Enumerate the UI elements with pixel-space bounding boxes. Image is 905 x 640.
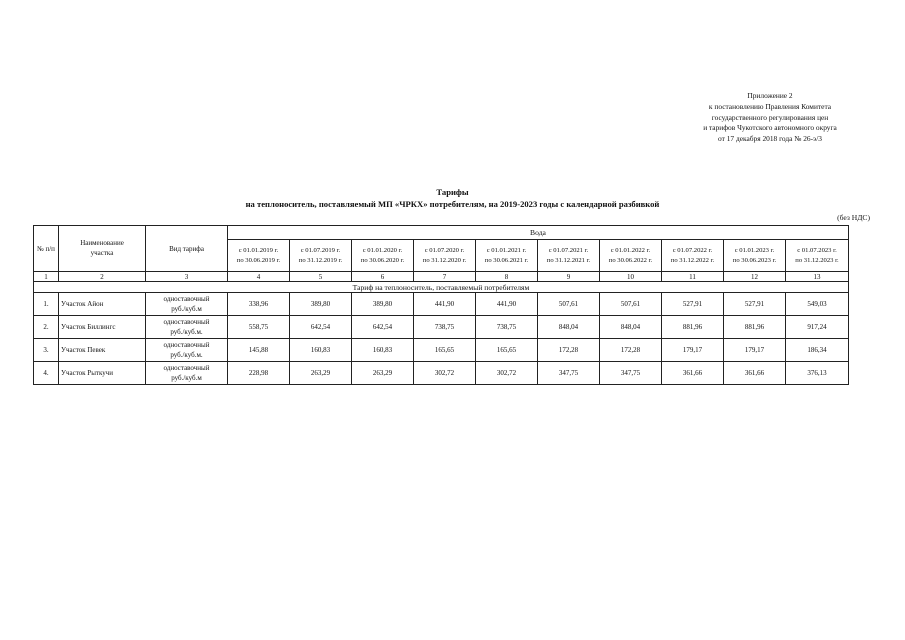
header-name: [59, 226, 146, 272]
tariff-value: 228,98: [228, 362, 290, 385]
tariff-value: 172,28: [600, 339, 662, 362]
appendix-line: государственного регулирования цен: [711, 112, 829, 122]
tariff-value: 302,72: [414, 362, 476, 385]
header-num: № п/п: [34, 226, 59, 272]
period-header: [414, 240, 476, 272]
period-to: по 31.12.2021 г.: [546, 256, 591, 264]
tariff-value: 881,96: [662, 316, 724, 339]
period-header: [662, 240, 724, 272]
row-tariff-type: [146, 316, 228, 339]
tariff-value: 145,88: [228, 339, 290, 362]
period-to: по 31.12.2022 г.: [670, 256, 715, 264]
tariff-value: 441,90: [476, 293, 538, 316]
tariff-value: 389,80: [290, 293, 352, 316]
column-number: 8: [476, 272, 538, 282]
period-to: по 30.06.2019 г.: [236, 256, 281, 264]
period-from: с 01.07.2020 г.: [424, 246, 465, 254]
period-from: с 01.01.2021 г.: [486, 246, 527, 254]
row-name: Участок Рыткучи: [59, 362, 146, 385]
tariff-table: [33, 225, 849, 385]
tariff-value: 527,91: [662, 293, 724, 316]
column-number-row: [34, 272, 849, 282]
tariff-value: 738,75: [476, 316, 538, 339]
period-to: по 30.06.2022 г.: [608, 256, 653, 264]
tariff-value: 549,03: [786, 293, 849, 316]
tariff-value: 848,04: [600, 316, 662, 339]
appendix-line: к постановлению Правления Комитета: [708, 101, 832, 111]
section-title: Тариф на теплоноситель, поставляемый потребителям: [34, 282, 849, 293]
period-from: с 01.01.2019 г.: [238, 246, 279, 254]
tariff-value: 165,65: [414, 339, 476, 362]
tariff-value: 917,24: [786, 316, 849, 339]
row-num: 1.: [34, 293, 59, 316]
tariff-value: 881,96: [724, 316, 786, 339]
column-number: 10: [600, 272, 662, 282]
tariff-value: 389,80: [352, 293, 414, 316]
header-name-line: Наименование: [80, 239, 124, 247]
period-header: [724, 240, 786, 272]
document-title: [0, 186, 905, 211]
row-tariff-type: [146, 293, 228, 316]
column-number: 13: [786, 272, 849, 282]
table-row: [34, 362, 849, 385]
period-header: [352, 240, 414, 272]
row-name: Участок Биллингс: [59, 316, 146, 339]
header-row-top: [34, 226, 849, 240]
tariff-unit-line: руб./куб.м: [171, 374, 202, 382]
period-header: [786, 240, 849, 272]
appendix-line: Приложение 2: [747, 91, 793, 100]
tariff-value: 848,04: [538, 316, 600, 339]
header-type: Вид тарифа: [146, 226, 228, 272]
period-from: с 01.01.2022 г.: [610, 246, 651, 254]
period-header: [290, 240, 352, 272]
tariff-unit-line: руб./куб.м.: [170, 351, 203, 359]
period-to: по 31.12.2020 г.: [422, 256, 467, 264]
section-title-row: [34, 282, 849, 293]
period-from: с 01.07.2019 г.: [300, 246, 341, 254]
column-number: 3: [146, 272, 228, 282]
appendix-line: и тарифов Чукотского автономного округа: [703, 123, 837, 133]
tariff-value: 507,61: [600, 293, 662, 316]
tariff-type-line: одноставочный: [163, 363, 210, 372]
tariff-unit-line: руб./куб.м.: [170, 328, 203, 336]
tariff-value: 263,29: [352, 362, 414, 385]
tariff-type-line: одноставочный: [163, 294, 210, 303]
row-num: 2.: [34, 316, 59, 339]
row-num: 4.: [34, 362, 59, 385]
tariff-value: 160,83: [352, 339, 414, 362]
vat-note: (без НДС): [837, 213, 870, 222]
column-number: 2: [59, 272, 146, 282]
title-line-2: на теплоноситель, поставляемый МП «ЧРКХ» потребителям, на 2019-2023 годы с календарной разбивкой: [245, 199, 660, 210]
appendix-block: [640, 91, 900, 145]
tariff-value: 642,54: [290, 316, 352, 339]
row-tariff-type: [146, 339, 228, 362]
column-number: 7: [414, 272, 476, 282]
table-row: [34, 339, 849, 362]
tariff-type-line: одноставочный: [163, 340, 210, 349]
period-header: [600, 240, 662, 272]
period-from: с 01.07.2021 г.: [548, 246, 589, 254]
tariff-value: 527,91: [724, 293, 786, 316]
tariff-value: 642,54: [352, 316, 414, 339]
tariff-value: 338,96: [228, 293, 290, 316]
period-header: [538, 240, 600, 272]
period-from: с 01.07.2022 г.: [672, 246, 713, 254]
column-number: 1: [34, 272, 59, 282]
column-number: 5: [290, 272, 352, 282]
tariff-value: 441,90: [414, 293, 476, 316]
header-name-line: участка: [90, 248, 114, 257]
tariff-type-line: одноставочный: [163, 317, 210, 326]
tariff-value: 361,66: [662, 362, 724, 385]
column-number: 11: [662, 272, 724, 282]
period-header: [228, 240, 290, 272]
period-from: с 01.01.2020 г.: [362, 246, 403, 254]
period-to: по 31.12.2019 г.: [298, 256, 343, 264]
tariff-value: 376,13: [786, 362, 849, 385]
column-number: 6: [352, 272, 414, 282]
tariff-value: 361,66: [724, 362, 786, 385]
period-to: по 31.12.2023 г.: [795, 256, 839, 264]
tariff-value: 347,75: [600, 362, 662, 385]
tariff-value: 165,65: [476, 339, 538, 362]
tariff-value: 347,75: [538, 362, 600, 385]
column-number: 9: [538, 272, 600, 282]
column-number: 12: [724, 272, 786, 282]
tariff-value: 179,17: [724, 339, 786, 362]
column-number: 4: [228, 272, 290, 282]
row-name: Участок Айон: [59, 293, 146, 316]
tariff-value: 507,61: [538, 293, 600, 316]
row-name: Участок Певек: [59, 339, 146, 362]
table-row: [34, 316, 849, 339]
table-row: [34, 293, 849, 316]
tariff-value: 738,75: [414, 316, 476, 339]
appendix-line: от 17 декабря 2018 года № 26-э/3: [718, 134, 822, 144]
tariff-value: 186,34: [786, 339, 849, 362]
tariff-value: 172,28: [538, 339, 600, 362]
tariff-value: 302,72: [476, 362, 538, 385]
row-num: 3.: [34, 339, 59, 362]
row-tariff-type: [146, 362, 228, 385]
tariff-unit-line: руб./куб.м: [171, 305, 202, 313]
period-header: [476, 240, 538, 272]
tariff-value: 160,83: [290, 339, 352, 362]
tariff-value: 179,17: [662, 339, 724, 362]
period-from: с 01.01.2023 г.: [734, 246, 775, 254]
period-to: по 30.06.2020 г.: [360, 256, 405, 264]
period-from: с 01.07.2023 г.: [797, 246, 837, 254]
period-to: по 30.06.2021 г.: [484, 256, 529, 264]
title-line-1: Тарифы: [436, 187, 469, 197]
period-to: по 30.06.2023 г.: [732, 256, 777, 264]
tariff-value: 263,29: [290, 362, 352, 385]
header-water: Вода: [228, 226, 849, 240]
tariff-value: 558,75: [228, 316, 290, 339]
